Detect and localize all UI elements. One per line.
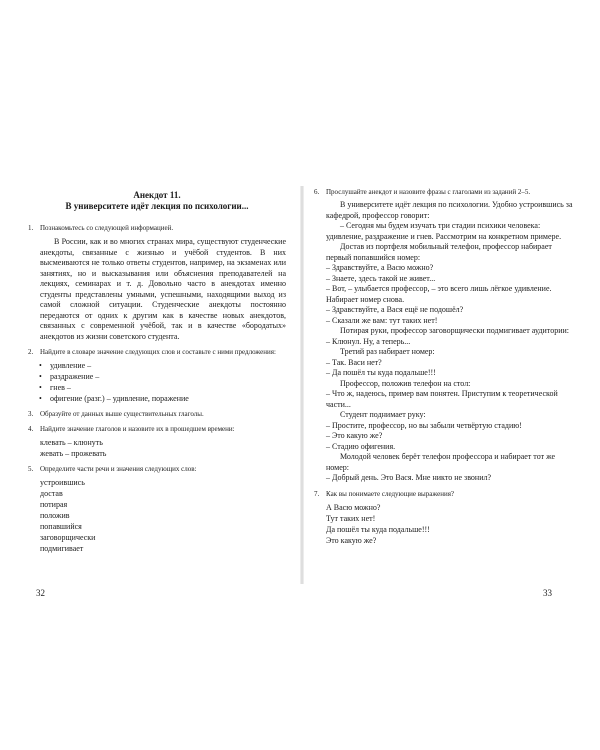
task-number: 3.	[28, 410, 34, 418]
list-item: А Васю можно?	[326, 502, 381, 512]
story-line: – Сказали же вам: тут таких нет!	[326, 315, 438, 325]
anecdote-title	[28, 190, 286, 212]
book-spread	[4, 186, 596, 598]
story-line: – Стадию офигения.	[326, 441, 396, 451]
task-number: 2.	[28, 348, 34, 356]
task-6	[314, 188, 576, 197]
right-page	[314, 186, 576, 598]
page-number: 33	[543, 587, 552, 598]
list-item: попавшийся	[40, 522, 82, 531]
list-item: достав	[40, 489, 63, 498]
task-1	[28, 224, 286, 233]
speech-parts-list	[28, 477, 286, 554]
story-line: – Добрый день. Это Вася. Мне никто не звонил?	[326, 473, 492, 482]
verb-list	[28, 437, 286, 459]
story-line: Третий раз набирает номер:	[340, 347, 435, 356]
story-line: – Здравствуйте, а Вася ещё не подошёл?	[326, 305, 464, 314]
list-item: • раздражение –	[50, 371, 286, 382]
word-list	[28, 360, 286, 404]
anecdote-text	[314, 200, 576, 484]
story-line: – Это какую же?	[326, 431, 383, 440]
task-number: 6.	[314, 188, 320, 196]
list-item: Это какую же?	[326, 535, 377, 545]
story-line: В университете идёт лекция по психологии. Удобно устроившись за кафедрой, профессор говорит:	[326, 200, 573, 220]
task-4	[28, 425, 286, 434]
list-item: • гнев –	[50, 382, 286, 393]
page-number: 32	[36, 587, 45, 598]
story-line: Профессор, положив телефон на стол:	[340, 378, 471, 388]
task-text: Найдите значение глаголов и назовите их в прошедшем времени:	[40, 425, 235, 433]
list-item: подмигивает	[40, 544, 84, 553]
info-paragraph: В России, как и во многих странах мира, существуют студенческие анекдоты, связанные с жизнью и учёбой студентов. В них высмеиваются не только ответы студентов, например, на экзаменах или занятиях, но и высказывания или объяснения преподавателей на лекциях, семинарах и т. д. Довольно часто в анекдотах именно студенты представлены умными, успешными, находящими выход из самой сложной ситуации. Студенческие анекдоты постоянно передаются от одних к другим как в качестве новых анекдотов, связанных с современной учёбой, так и в качестве «бородатых» анекдотов из жизни советского студента.	[40, 237, 286, 341]
list-item: заговорщически	[40, 533, 96, 542]
story-line: – Да пошёл ты куда подальше!!!	[326, 368, 436, 377]
task-number: 7.	[314, 489, 320, 498]
story-line: – Клюнул. Ну, а теперь...	[326, 336, 411, 346]
task-text: Прослушайте анекдот и назовите фразы с глаголами из заданий 2–5.	[326, 188, 531, 196]
task-number: 5.	[28, 465, 34, 473]
task-text: Познакомьтесь со следующей информацией.	[40, 224, 174, 232]
story-line: – Сегодня мы будем изучать три стадии психики человека: удивление, раздражение и гнев. Рассмотрим на конкретном примере.	[326, 221, 562, 241]
story-line: – Простите, профессор, но вы забыли четвёртую стадию!	[326, 420, 522, 430]
story-line: Студент поднимает руку:	[340, 410, 426, 419]
task-3	[28, 410, 286, 419]
story-line: Молодой человек берёт телефон профессора и набирает тот же номер:	[326, 452, 556, 472]
story-line: – Знаете, здесь такой не живет...	[326, 273, 436, 283]
list-item: жевать – прожевать	[40, 449, 107, 458]
list-item: Тут таких нет!	[326, 513, 376, 523]
task-number: 1.	[28, 224, 34, 232]
story-line: Потирая руки, профессор заговорщически подмигивает аудитории:	[340, 326, 569, 335]
list-item: положив	[40, 511, 70, 520]
list-item: потирая	[40, 500, 68, 509]
task-7	[314, 490, 576, 499]
task-text: Найдите в словаре значение следующих слов и составьте с ними предложения:	[40, 348, 276, 356]
list-item: устроившись	[40, 478, 85, 487]
task-text: Определите части речи и значения следующих слов:	[40, 465, 197, 473]
task-2	[28, 348, 286, 357]
story-line: Достав из портфеля мобильный телефон, профессор набирает первый попавшийся номер:	[326, 242, 552, 262]
title-line-1: Анекдот 11.	[133, 190, 181, 200]
title-line-2: В университете идёт лекция по психологии...	[65, 201, 249, 211]
story-line: – Что ж, надеюсь, пример вам понятен. Приступим к теоретической части...	[326, 389, 558, 409]
list-item: Да пошёл ты куда подальше!!!	[326, 524, 430, 534]
list-item: • офигение (разг.) – удивление, поражение	[50, 393, 286, 404]
story-line: – Вот, – улыбается профессор, – это всего лишь лёгкое удивление. Набирает номер снова.	[326, 284, 552, 304]
left-page	[28, 186, 286, 598]
list-item: • удивление –	[50, 360, 286, 371]
story-line: – Так. Васи нет?	[326, 357, 382, 367]
task-text: Как вы понимаете следующие выражения?	[326, 489, 455, 498]
task-5	[28, 465, 286, 474]
expressions-list	[314, 502, 576, 546]
task-text: Образуйте от данных выше существительных глаголы.	[40, 410, 204, 418]
list-item: клевать – клюнуть	[40, 438, 103, 447]
book-gutter	[300, 186, 304, 584]
story-line: – Здравствуйте, а Васю можно?	[326, 263, 434, 272]
task-number: 4.	[28, 425, 34, 433]
